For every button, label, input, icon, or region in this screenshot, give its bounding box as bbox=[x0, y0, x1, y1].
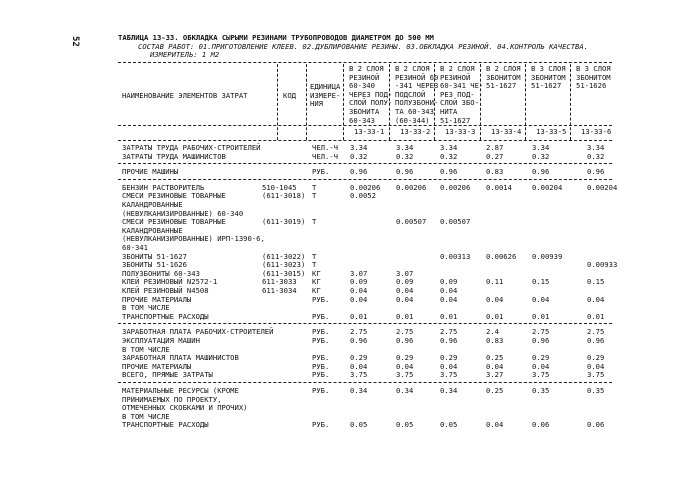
row-value: 0.96 bbox=[396, 167, 414, 177]
header-column-line: ЧЕРЕЗ ПОД- bbox=[349, 89, 393, 99]
row-unit: РУБ. bbox=[312, 336, 330, 345]
header-column-line: В 2 СЛОЯ bbox=[349, 64, 384, 73]
work-composition: СОСТАВ РАБОТ: 01.ПРИГОТОВЛЕНИЕ КЛЕЕВ. 02.ДУБЛИРОВАНИЕ РЕЗИНЫ. 03.ОБКЛАДКА РЕЗИНОЙ. 04.КОНТРОЛЬ КАЧЕСТВА. bbox=[138, 42, 589, 51]
row-value: 0.29 bbox=[532, 353, 550, 363]
row-value: 0.0052 bbox=[350, 191, 376, 201]
header-column-line: 60-340 bbox=[349, 81, 375, 91]
section-divider bbox=[118, 163, 612, 164]
row-value: 0.04 bbox=[587, 361, 605, 371]
header-column-line: 51-1627 bbox=[440, 115, 471, 125]
column-code: 13-33-2 bbox=[400, 127, 431, 136]
row-value: 2.75 bbox=[587, 327, 605, 337]
row-value: 0.09 bbox=[350, 277, 368, 287]
row-value: 0.34 bbox=[440, 386, 458, 395]
row-unit: РУБ. bbox=[312, 294, 330, 304]
row-value: 2.75 bbox=[350, 327, 368, 337]
header-top-line bbox=[118, 62, 612, 63]
header-column-line: СЛОЙ ЗБО- bbox=[440, 98, 479, 108]
row-value: 0.04 bbox=[486, 361, 504, 371]
row-value: 3.75 bbox=[396, 370, 414, 380]
row-value: 0.04 bbox=[486, 294, 504, 304]
row-name: В ТОМ ЧИСЛЕ bbox=[122, 344, 170, 354]
page-number: 52 bbox=[70, 36, 80, 47]
header-column-line: РЕЗИНОЙ bbox=[349, 72, 380, 82]
row-code: (611-3023) bbox=[262, 260, 306, 270]
row-value: 0.96 bbox=[532, 167, 550, 177]
row-value: 0.00204 bbox=[532, 182, 563, 192]
row-value: 3.75 bbox=[350, 370, 368, 380]
row-value: 0.32 bbox=[350, 151, 368, 161]
header-unit-line: ИЗМЕРЕ- bbox=[310, 90, 341, 100]
header-column-line: ПОДСЛОЙ bbox=[395, 89, 426, 99]
section-divider bbox=[118, 179, 612, 180]
row-name: ЗАТРАТЫ ТРУДА РАБОЧИХ-СТРОИТЕЛЕЙ bbox=[122, 143, 261, 152]
row-unit: РУБ. bbox=[312, 353, 330, 363]
row-value: 0.04 bbox=[396, 361, 414, 371]
row-value: 0.04 bbox=[440, 286, 458, 295]
column-divider bbox=[306, 64, 307, 140]
row-value: 0.25 bbox=[486, 353, 504, 363]
row-value: 0.25 bbox=[486, 386, 504, 395]
row-unit: Т bbox=[312, 260, 317, 270]
row-value: 0.15 bbox=[587, 277, 605, 287]
row-name: ЗАРАБОТНАЯ ПЛАТА МАШИНИСТОВ bbox=[122, 353, 239, 363]
header-column-line: ПОЛУЗБОНИ- bbox=[395, 98, 439, 108]
header-column-line: ЗБОНИТОМ bbox=[486, 72, 521, 82]
row-value: 0.0014 bbox=[486, 182, 512, 192]
header-column-line: ЗБОНИТОМ bbox=[576, 72, 611, 82]
row-value: 0.04 bbox=[486, 420, 504, 430]
row-value: 0.35 bbox=[587, 386, 605, 395]
header-column-line: В 2 СЛОЯ bbox=[395, 64, 430, 73]
header-column-line: РЕЗ ПОД- bbox=[440, 89, 475, 99]
row-name: КАЛАНДРОВАННЫЕ bbox=[122, 200, 183, 209]
row-value: 0.06 bbox=[587, 420, 605, 430]
row-value: 0.96 bbox=[350, 167, 368, 177]
row-value: 3.75 bbox=[440, 370, 458, 380]
row-name: КЛЕЙ РЕЗИНОВЫЙ N4508 bbox=[122, 286, 209, 295]
row-name: ПРОЧИЕ МАТЕРИАЛЫ bbox=[122, 294, 192, 304]
row-value: 0.96 bbox=[350, 336, 368, 345]
row-value: 0.29 bbox=[350, 353, 368, 363]
header-code-divider bbox=[118, 125, 612, 126]
row-value: 0.96 bbox=[532, 336, 550, 345]
header-column-line: 51-1627 bbox=[486, 81, 517, 91]
column-code: 13-33-1 bbox=[354, 127, 385, 136]
column-code: 13-33-4 bbox=[491, 127, 522, 136]
row-value: 3.34 bbox=[587, 143, 605, 152]
row-unit: РУБ. bbox=[312, 386, 330, 395]
row-value: 0.09 bbox=[440, 277, 458, 287]
row-value: 0.29 bbox=[396, 353, 414, 363]
row-value: 2.75 bbox=[532, 327, 550, 337]
row-value: 0.32 bbox=[587, 151, 605, 161]
row-value: 0.27 bbox=[486, 151, 504, 161]
row-name: ЗАРАБОТНАЯ ПЛАТА РАБОЧИХ-СТРОИТЕЛЕЙ bbox=[122, 327, 274, 337]
row-value: 3.75 bbox=[587, 370, 605, 380]
row-unit: РУБ. bbox=[312, 370, 330, 380]
header-column-line: В 2 СЛОЯ bbox=[486, 64, 521, 73]
header-column-line: РЕЗИНОЙ bbox=[440, 72, 471, 82]
header-column-line: СЛОЙ ПОЛУ- bbox=[349, 98, 393, 108]
row-unit: Т bbox=[312, 251, 317, 261]
row-value: 0.01 bbox=[486, 311, 504, 321]
row-value: 0.04 bbox=[587, 294, 605, 304]
row-name: ПРОЧИЕ МАТЕРИАЛЫ bbox=[122, 361, 192, 371]
row-value: 0.11 bbox=[486, 277, 504, 287]
row-name: КЛЕЙ РЕЗИНОВЫЙ N2572-1 bbox=[122, 277, 218, 287]
header-unit-line: НИЯ bbox=[310, 99, 323, 109]
row-value: 0.00313 bbox=[440, 251, 471, 261]
column-divider bbox=[480, 64, 481, 140]
row-value: 0.04 bbox=[440, 294, 458, 304]
row-name: ЗАТРАТЫ ТРУДА МАШИНИСТОВ bbox=[122, 151, 226, 161]
header-column-line: ЗБОНИТА bbox=[349, 107, 380, 116]
header-column-line: -341 ЧЕРЕЗ bbox=[395, 81, 439, 91]
row-value: 0.35 bbox=[532, 386, 550, 395]
row-value: 0.00933 bbox=[587, 260, 618, 270]
row-value: 0.32 bbox=[396, 151, 414, 161]
row-value: 0.29 bbox=[587, 353, 605, 363]
row-value: 0.00204 bbox=[587, 182, 618, 192]
row-value: 0.00206 bbox=[350, 182, 381, 192]
row-value: 0.01 bbox=[396, 311, 414, 321]
row-value: 2.75 bbox=[396, 327, 414, 337]
row-value: 0.04 bbox=[440, 361, 458, 371]
row-name: (НЕВУЛКАНИЗИРОВАННЫЕ) ИРП-1390-6, bbox=[122, 234, 265, 244]
column-divider bbox=[389, 64, 390, 140]
header-column-line: 60-341 ЧЕ- bbox=[440, 81, 484, 91]
row-value: 2.75 bbox=[440, 327, 458, 337]
row-unit: РУБ. bbox=[312, 311, 330, 321]
row-name: КАЛАНДРОВАННЫЕ bbox=[122, 225, 183, 235]
row-value: 0.05 bbox=[440, 420, 458, 430]
row-value: 0.04 bbox=[350, 361, 368, 371]
row-value: 0.05 bbox=[350, 420, 368, 430]
row-value: 0.04 bbox=[396, 294, 414, 304]
row-value: 0.83 bbox=[486, 167, 504, 177]
row-unit: Т bbox=[312, 191, 317, 201]
row-value: 0.05 bbox=[396, 420, 414, 430]
row-value: 0.29 bbox=[440, 353, 458, 363]
row-value: 0.04 bbox=[532, 294, 550, 304]
column-code: 13-33-3 bbox=[445, 127, 476, 136]
column-divider bbox=[570, 64, 571, 140]
row-value: 0.34 bbox=[350, 386, 368, 395]
header-unit-line: ЕДИНИЦА bbox=[310, 82, 341, 91]
row-name: БЕНЗИН РАСТВОРИТЕЛЬ bbox=[122, 182, 205, 192]
row-value: 0.32 bbox=[532, 151, 550, 161]
row-name: ПРОЧИЕ МАШИНЫ bbox=[122, 167, 179, 177]
row-value: 0.04 bbox=[350, 294, 368, 304]
header-column-line: 51-1626 bbox=[576, 81, 607, 91]
row-unit: КГ bbox=[312, 286, 321, 295]
section-divider bbox=[118, 382, 612, 383]
row-value: 3.27 bbox=[486, 370, 504, 380]
row-name: МАТЕРИАЛЬНЫЕ РЕСУРСЫ (КРОМЕ bbox=[122, 386, 239, 395]
row-unit: РУБ. bbox=[312, 327, 330, 337]
row-value: 2.4 bbox=[486, 327, 499, 337]
header-code-column: КОД bbox=[283, 91, 296, 100]
row-value: 0.96 bbox=[587, 336, 605, 345]
row-code: (611-3018) bbox=[262, 191, 306, 201]
row-name: 60-341 bbox=[122, 243, 148, 252]
row-value: 3.34 bbox=[440, 143, 458, 152]
row-value: 3.34 bbox=[532, 143, 550, 152]
row-name: СМЕСИ РЕЗИНОВЫЕ ТОВАРНЫЕ bbox=[122, 191, 226, 201]
header-column-line: ТА 60-343 bbox=[395, 107, 434, 116]
row-value: 0.00507 bbox=[396, 217, 427, 227]
column-divider bbox=[343, 64, 344, 140]
row-name: ЗБОНИТЫ 51-1627 bbox=[122, 251, 187, 261]
row-value: 2.87 bbox=[486, 143, 504, 152]
row-value: 0.32 bbox=[440, 151, 458, 161]
row-code: (611-3015) bbox=[262, 268, 306, 278]
header-column-line: В 2 СЛОЯ bbox=[440, 64, 475, 73]
row-value: 3.07 bbox=[350, 268, 368, 278]
row-value: 0.01 bbox=[440, 311, 458, 321]
table-title: ТАБЛИЦА 13-33. ОБКЛАДКА СЫРЫМИ РЕЗИНАМИ ТРУБОПРОВОДОВ ДИАМЕТРОМ ДО 500 ММ bbox=[118, 33, 434, 42]
row-name: В ТОМ ЧИСЛЕ bbox=[122, 411, 170, 421]
row-code: 611-3034 bbox=[262, 286, 297, 295]
row-value: 0.09 bbox=[396, 277, 414, 287]
row-value: 0.00206 bbox=[396, 182, 427, 192]
row-name: ПОЛУЗБОНИТЫ 60-343 bbox=[122, 268, 200, 278]
header-column-line: В 3 СЛОЯ bbox=[576, 64, 611, 73]
column-divider bbox=[525, 64, 526, 140]
row-name: СМЕСИ РЕЗИНОВЫЕ ТОВАРНЫЕ bbox=[122, 217, 226, 227]
column-divider bbox=[434, 64, 435, 140]
row-code: 611-3033 bbox=[262, 277, 297, 287]
row-unit: РУБ. bbox=[312, 167, 330, 177]
column-code: 13-33-6 bbox=[581, 127, 612, 136]
row-unit: Т bbox=[312, 182, 317, 192]
measurement-unit: ИЗМЕРИТЕЛЬ: 1 М2 bbox=[150, 50, 220, 59]
row-code: 510-1045 bbox=[262, 182, 297, 192]
row-value: 3.75 bbox=[532, 370, 550, 380]
header-column-line: ЗБОНИТОМ bbox=[531, 72, 566, 82]
column-code: 13-33-5 bbox=[536, 127, 567, 136]
row-unit: РУБ. bbox=[312, 361, 330, 371]
row-value: 0.00939 bbox=[532, 251, 563, 261]
row-name: ТРАНСПОРТНЫЕ РАСХОДЫ bbox=[122, 420, 209, 430]
row-unit: ЧЕЛ.-Ч bbox=[312, 143, 338, 152]
row-value: 0.96 bbox=[587, 167, 605, 177]
header-column-line: В 3 СЛОЯ bbox=[531, 64, 566, 73]
row-unit: Т bbox=[312, 217, 317, 227]
row-value: 0.96 bbox=[440, 336, 458, 345]
row-value: 0.01 bbox=[532, 311, 550, 321]
row-name: ЗБОНИТЫ 51-1626 bbox=[122, 260, 187, 270]
row-value: 0.00206 bbox=[440, 182, 471, 192]
row-value: 0.96 bbox=[440, 167, 458, 177]
row-value: 0.04 bbox=[350, 286, 368, 295]
row-value: 0.83 bbox=[486, 336, 504, 345]
header-column-line: РЕЗИНОЙ 60 bbox=[395, 72, 439, 82]
row-code: (611-3022) bbox=[262, 251, 306, 261]
row-name: ВСЕГО, ПРЯМЫЕ ЗАТРАТЫ bbox=[122, 370, 213, 380]
header-column-line: НИТА bbox=[440, 107, 458, 116]
row-value: 0.00507 bbox=[440, 217, 471, 227]
row-value: 0.00626 bbox=[486, 251, 517, 261]
header-column-line: 51-1627 bbox=[531, 81, 562, 91]
row-name: (НЕВУЛКАНИЗИРОВАННЫЕ) 60-340 bbox=[122, 208, 244, 218]
row-value: 0.15 bbox=[532, 277, 550, 287]
column-divider bbox=[277, 64, 278, 140]
row-value: 0.01 bbox=[350, 311, 368, 321]
row-value: 0.04 bbox=[396, 286, 414, 295]
row-name: В ТОМ ЧИСЛЕ bbox=[122, 303, 170, 313]
row-value: 3.34 bbox=[396, 143, 414, 152]
section-divider bbox=[118, 323, 612, 324]
header-name-column: НАИМЕНОВАНИЕ ЭЛЕМЕНТОВ ЗАТРАТ bbox=[122, 91, 248, 100]
row-value: 0.06 bbox=[532, 420, 550, 430]
row-name: ОТМЕЧЕННЫХ СКОБКАМИ И ПРОЧИХ) bbox=[122, 403, 248, 413]
header-column-line: (60-344) bbox=[395, 115, 430, 125]
row-value: 0.34 bbox=[396, 386, 414, 395]
row-unit: ЧЕЛ.-Ч bbox=[312, 151, 338, 161]
row-name: ПРИНИМАЕМЫХ ПО ПРОЕКТУ, bbox=[122, 394, 222, 404]
row-value: 0.01 bbox=[587, 311, 605, 321]
header-bottom-line bbox=[118, 140, 612, 141]
row-name: ТРАНСПОРТНЫЕ РАСХОДЫ bbox=[122, 311, 209, 321]
row-name: ЭКСПЛУАТАЦИЯ МАШИН bbox=[122, 336, 200, 345]
row-code: (611-3019) bbox=[262, 217, 306, 227]
row-value: 3.34 bbox=[350, 143, 368, 152]
header-column-line: 60-343 bbox=[349, 115, 375, 125]
row-value: 0.04 bbox=[532, 361, 550, 371]
row-value: 3.07 bbox=[396, 268, 414, 278]
row-value: 0.96 bbox=[396, 336, 414, 345]
row-unit: КГ bbox=[312, 268, 321, 278]
row-unit: РУБ. bbox=[312, 420, 330, 430]
row-unit: КГ bbox=[312, 277, 321, 287]
